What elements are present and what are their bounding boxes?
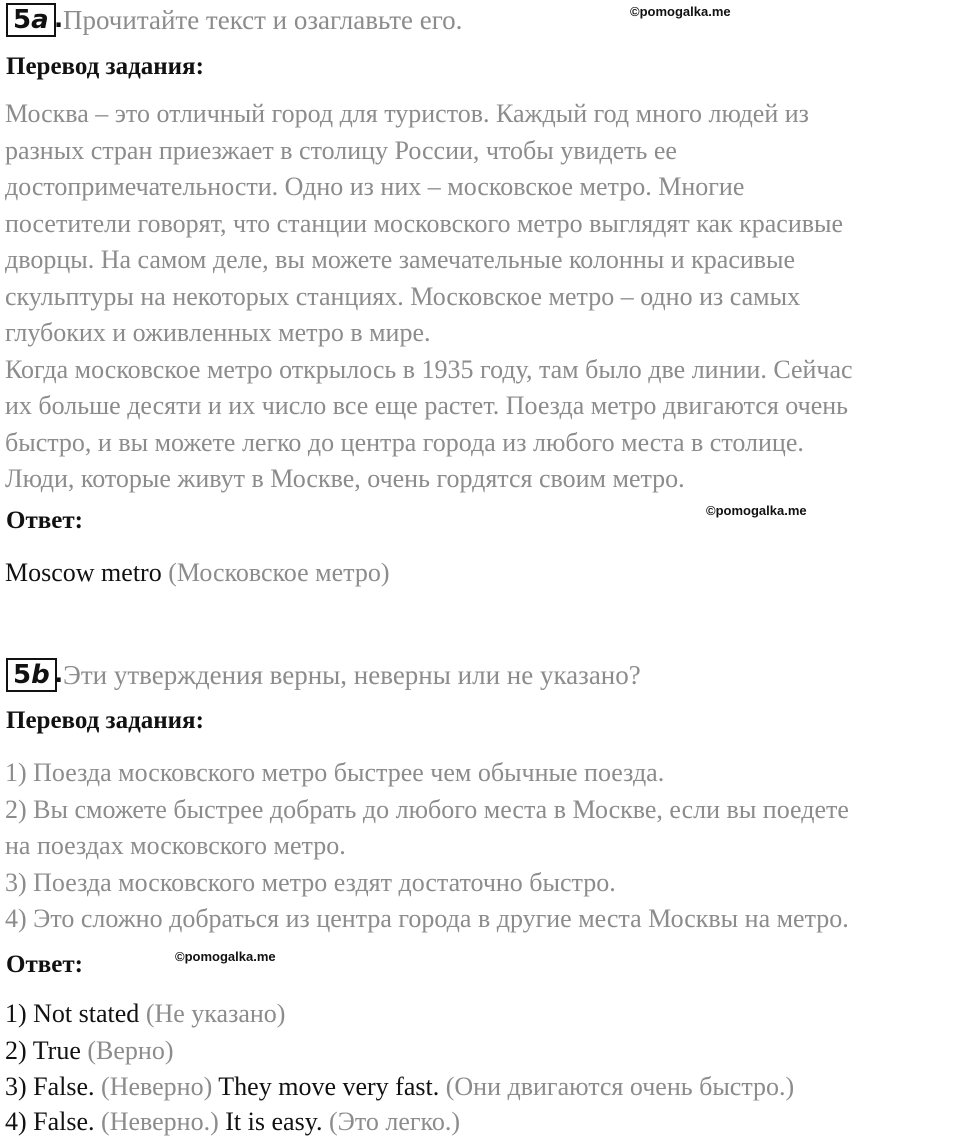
- answer-russian: (Не указано): [139, 999, 286, 1028]
- task-instruction: Прочитайте текст и озаглавьте его.: [63, 5, 463, 35]
- answer-russian: (Неверно): [94, 1072, 213, 1101]
- task-number: 5: [13, 5, 32, 35]
- text-line: скульптуры на некоторых станциях. Московское метро – одно из самых: [5, 281, 801, 311]
- task-5a-header: [0, 3, 960, 41]
- text-line: их больше десяти и их число все еще растет. Поезда метро двигаются очень: [5, 391, 849, 420]
- text-line: быстро, и вы можете легко до центра города из любого места в столице.: [5, 427, 804, 457]
- watermark: ©pomogalka.me: [706, 503, 807, 518]
- task-number-badge: [6, 658, 57, 692]
- answer-english: 3) False.: [5, 1072, 95, 1101]
- answer-english-explanation: They move very fast.: [212, 1072, 440, 1101]
- text-line: глубоких и оживленных метро в мире.: [5, 318, 431, 347]
- watermark: ©pomogalka.me: [175, 949, 276, 964]
- task-number-badge: [6, 3, 56, 37]
- task-instruction: Эти утверждения верны, неверны или не указано?: [63, 660, 641, 690]
- watermark: ©pomogalka.me: [630, 4, 731, 19]
- task-5b-statements: [5, 755, 849, 938]
- answer-line: [5, 1104, 460, 1140]
- translation-label: Перевод задания:: [6, 707, 204, 734]
- task-5a-translation-text: [5, 96, 853, 498]
- text-line: разных стран приезжает в столицу России, чтобы увидеть ее: [5, 135, 677, 165]
- answer-english: 1) Not stated: [5, 999, 140, 1028]
- text-line: достопримечательности. Одно из них – московское метро. Многие: [5, 172, 745, 201]
- text-line: посетители говорят, что станции московского метро выглядят как красивые: [5, 208, 844, 238]
- answer-line: [5, 996, 285, 1032]
- text-line: Москва – это отличный город для туристов. Каждый год много людей из: [5, 99, 809, 128]
- task-letter: b: [31, 660, 50, 690]
- answer-label: Ответ:: [6, 951, 83, 978]
- answer-line: [5, 1033, 173, 1069]
- answer-russian: (Московское метро): [168, 558, 390, 587]
- answer-russian: (Верно): [80, 1036, 174, 1065]
- task-5b-header: [0, 658, 960, 696]
- statement-line: 1) Поезда московского метро быстрее чем обычные поезда.: [5, 758, 665, 787]
- task-letter: a: [31, 5, 49, 35]
- task-number-dot: .: [54, 660, 64, 688]
- statement-line: 4) Это сложно добраться из центра города в другие места Москвы на метро.: [5, 904, 849, 933]
- answer-english-explanation: It is easy.: [218, 1107, 323, 1136]
- text-line: дворцы. На самом деле, вы можете замечательные колонны и красивые: [5, 245, 796, 274]
- answer-english: 2) True: [5, 1036, 81, 1065]
- task-number-dot: .: [54, 5, 64, 33]
- answer-russian-explanation: (Они двигаются очень быстро.): [439, 1072, 795, 1101]
- task-5a-answer: [5, 555, 390, 591]
- answer-english: Moscow metro: [5, 558, 162, 587]
- statement-line: 3) Поезда московского метро ездят достаточно быстро.: [5, 867, 616, 897]
- answer-russian: (Неверно.): [94, 1107, 219, 1136]
- statement-line: на поездах московского метро.: [5, 831, 346, 860]
- text-line: Люди, которые живут в Москве, очень гордятся своим метро.: [5, 464, 685, 493]
- task-number: 5: [13, 660, 32, 690]
- answer-russian-explanation: (Это легко.): [322, 1107, 460, 1136]
- answer-line: [5, 1069, 794, 1105]
- answer-english: 4) False.: [5, 1107, 95, 1136]
- translation-label: Перевод задания:: [6, 53, 204, 80]
- answer-label: Ответ:: [6, 507, 83, 534]
- statement-line: 2) Вы сможете быстрее добрать до любого места в Москве, если вы поедете: [5, 794, 849, 824]
- text-line: Когда московское метро открылось в 1935 году, там было две линии. Сейчас: [5, 354, 853, 384]
